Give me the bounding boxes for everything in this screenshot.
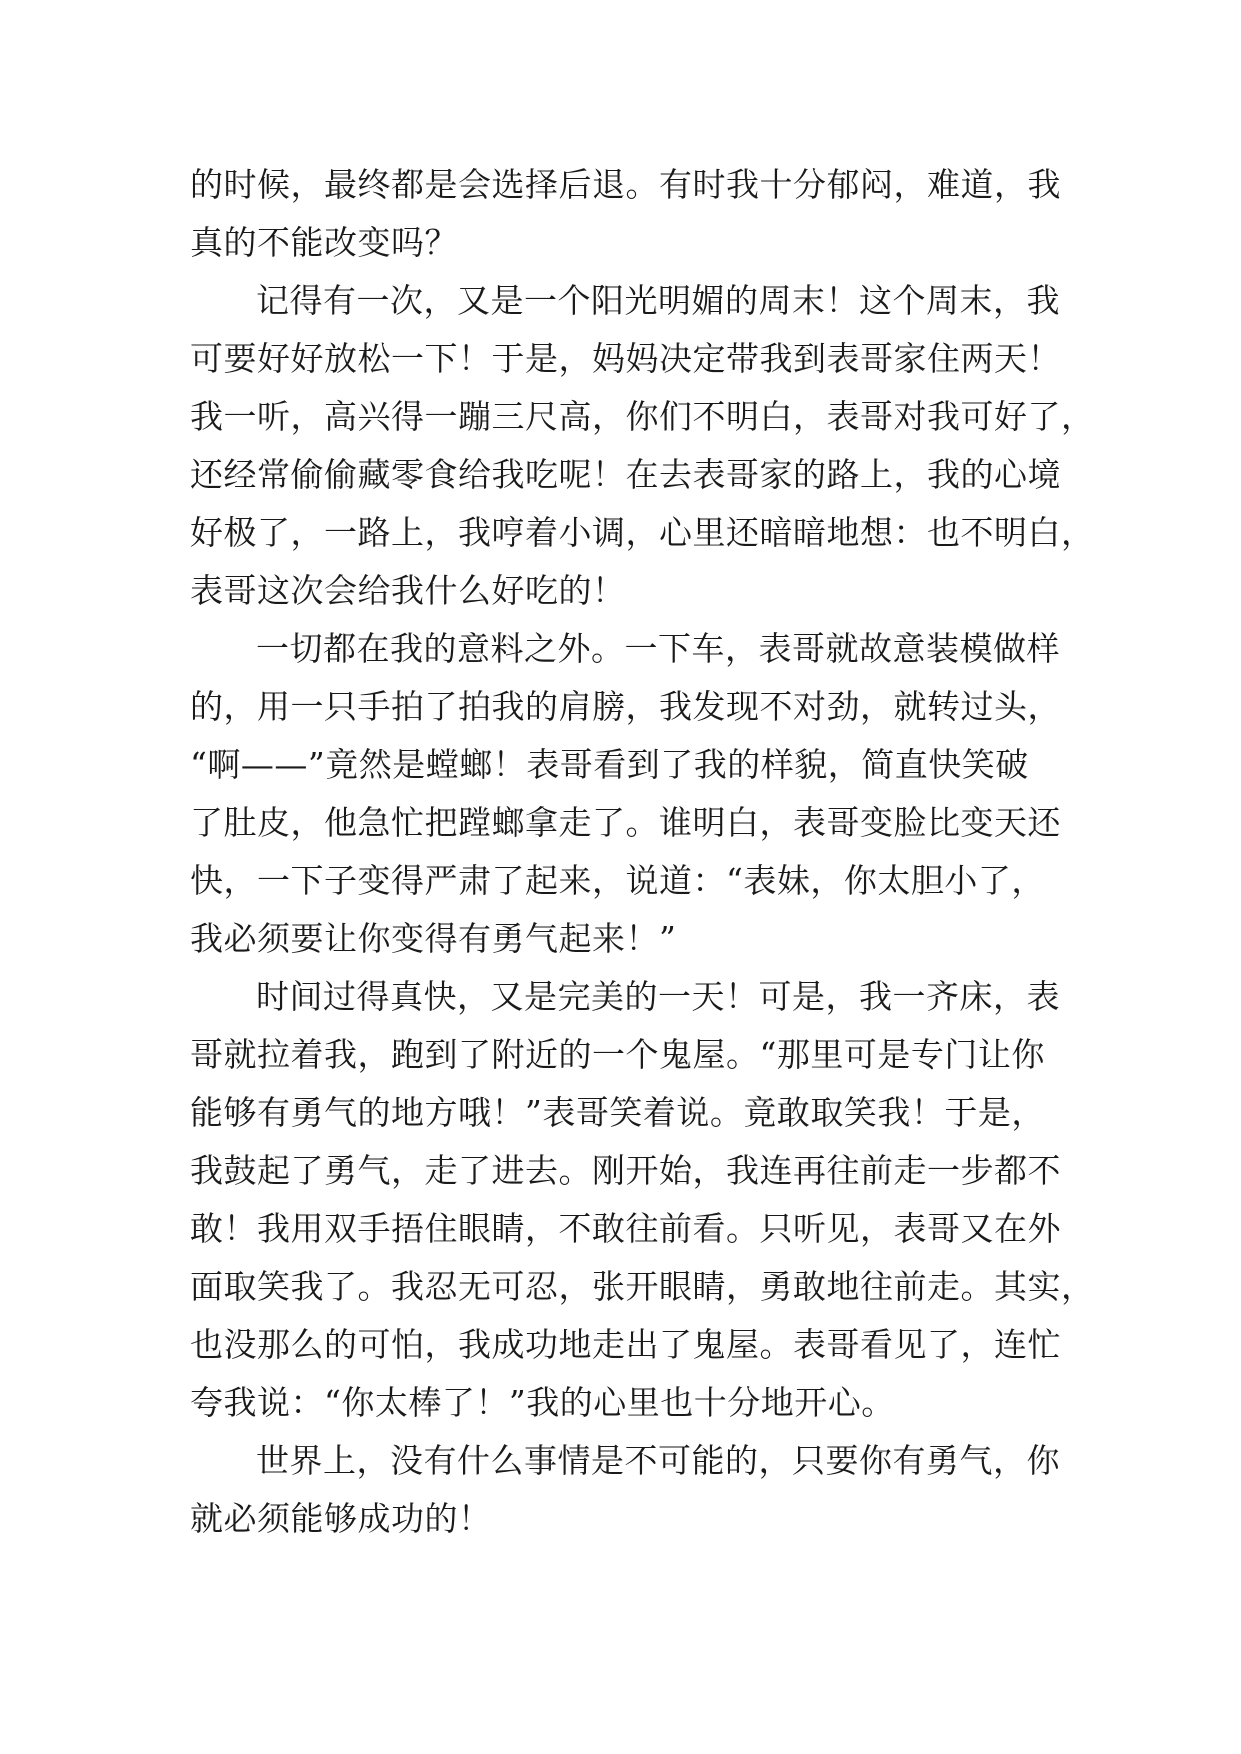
text-line: 可要好好放松一下！于是，妈妈决定带我到表哥家住两天！	[190, 339, 1061, 378]
text-line: 我一听，高兴得一蹦三尺高，你们不明白，表哥对我可好了，	[190, 397, 1095, 436]
text-line: 就必须能够成功的！	[190, 1499, 492, 1538]
paragraph-start-line: 世界上，没有什么事情是不可能的，只要你有勇气，你	[256, 1441, 1060, 1480]
essay-body	[190, 156, 1095, 1548]
text-line: 还经常偷偷藏零食给我吃呢！在去表哥家的路上，我的心境	[190, 455, 1061, 494]
text-line: 我鼓起了勇气，走了进去。刚开始，我连再往前走一步都不	[190, 1151, 1061, 1190]
text-line: 的时候，最终都是会选择后退。有时我十分郁闷，难道，我	[190, 165, 1061, 204]
paragraph-start-line: 时间过得真快，又是完美的一天！可是，我一齐床，表	[256, 977, 1060, 1016]
text-line: 面取笑我了。我忍无可忍，张开眼睛，勇敢地往前走。其实，	[190, 1267, 1095, 1306]
text-line: 夸我说：“你太棒了！”我的心里也十分地开心。	[190, 1383, 895, 1422]
text-line: 能够有勇气的地方哦！”表哥笑着说。竟敢取笑我！于是，	[190, 1093, 1045, 1132]
text-line: 表哥这次会给我什么好吃的！	[190, 571, 626, 610]
text-line: 了肚皮，他急忙把蹚螂拿走了。谁明白，表哥变脸比变天还	[190, 803, 1061, 842]
paragraph-start-line: 记得有一次，又是一个阳光明媚的周末！这个周末，我	[256, 281, 1060, 320]
text-line: 快，一下子变得严肃了起来，说道：“表妹，你太胆小了，	[190, 861, 1045, 900]
text-line: 好极了，一路上，我哼着小调，心里还暗暗地想：也不明白，	[190, 513, 1095, 552]
text-line: “啊——”竟然是螳螂！表哥看到了我的样貌，简直快笑破	[190, 745, 1029, 784]
text-line: 哥就拉着我，跑到了附近的一个鬼屋。“那里可是专门让你	[190, 1035, 1045, 1074]
text-line: 的，用一只手拍了拍我的肩膀，我发现不对劲，就转过头，	[190, 687, 1061, 726]
text-line: 真的不能改变吗？	[190, 223, 458, 262]
text-line: 我必须要让你变得有勇气起来！”	[190, 919, 677, 958]
text-line: 敢！我用双手捂住眼睛，不敢往前看。只听见，表哥又在外	[190, 1209, 1061, 1248]
paragraph-start-line: 一切都在我的意料之外。一下车，表哥就故意装模做样	[256, 629, 1060, 668]
text-line: 也没那么的可怕，我成功地走出了鬼屋。表哥看见了，连忙	[190, 1325, 1061, 1364]
